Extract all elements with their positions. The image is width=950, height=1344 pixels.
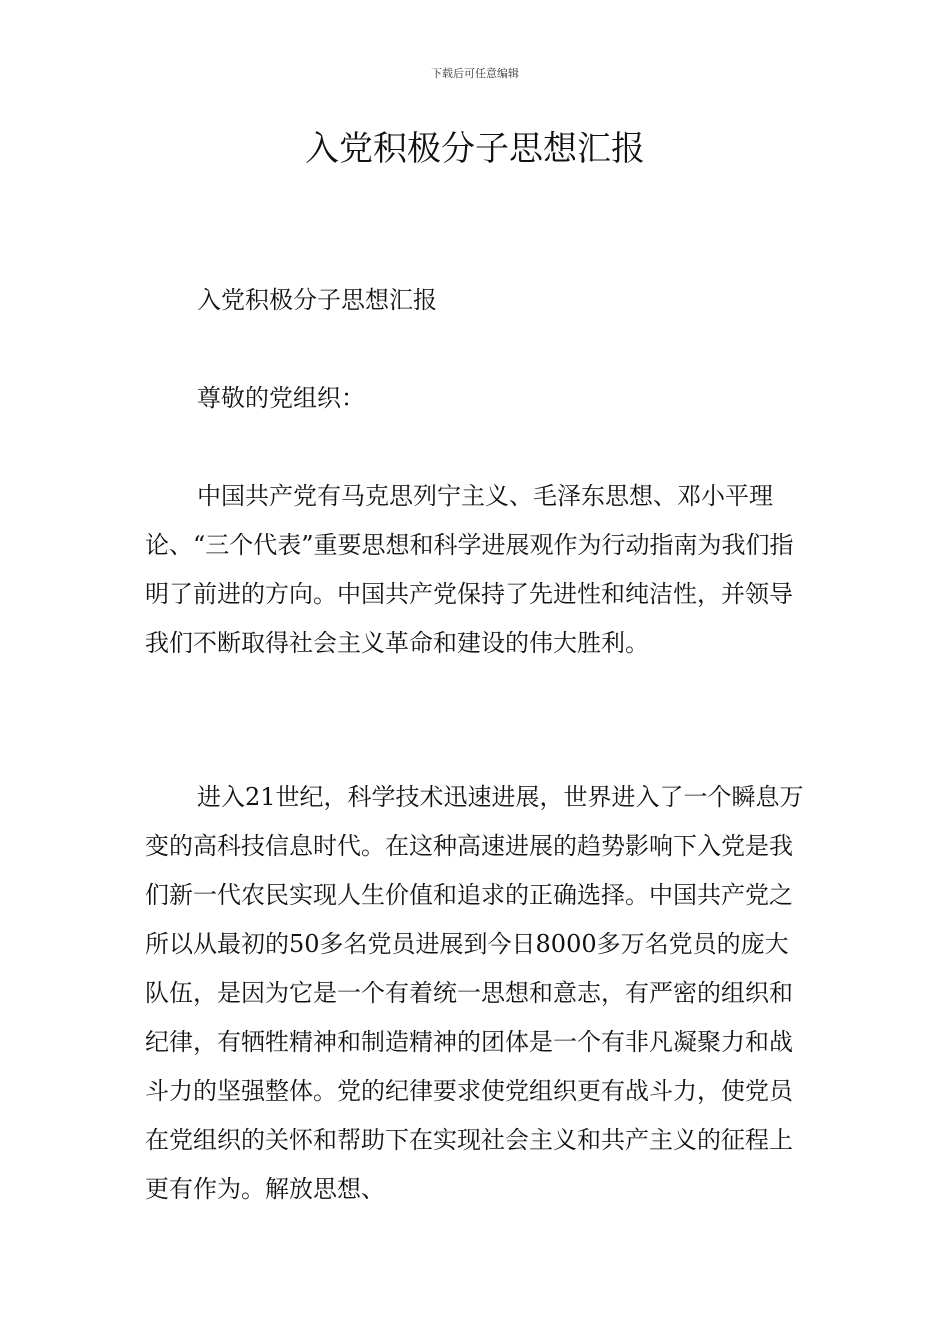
document-subtitle: 入党积极分子思想汇报 [197,286,437,314]
body-paragraph: 中国共产党有马克思列宁主义、毛泽东思想、邓小平理论、“三个代表”重要思想和科学进展观作为行动指南为我们指明了前进的方向。中国共产党保持了先进性和纯洁性，并领导我们不断取得社会主义革命和建设的伟大胜利。 [145,482,794,657]
document-title: 入党积极分子思想汇报 [305,129,645,169]
body-paragraph: 进入21世纪，科学技术迅速进展，世界进入了一个瞬息万变的高科技信息时代。在这种高速进展的趋势影响下入党是我们新一代农民实现人生价值和追求的正确选择。中国共产党之所以从最初的50多名党员进展到今日8000多万名党员的庞大队伍，是因为它是一个有着统一思想和意志，有严密的组织和纪律，有牺牲精神和制造精神的团体是一个有非凡凝聚力和战斗力的坚强整体。党的纪律要求使党组织更有战斗力，使党员在党组织的关怀和帮助下在实现社会主义和共产主义的征程上更有作为。解放思想、 [145,783,804,1203]
salutation: 尊敬的党组织： [197,384,365,412]
header-note: 下载后可任意编辑 [431,67,519,80]
